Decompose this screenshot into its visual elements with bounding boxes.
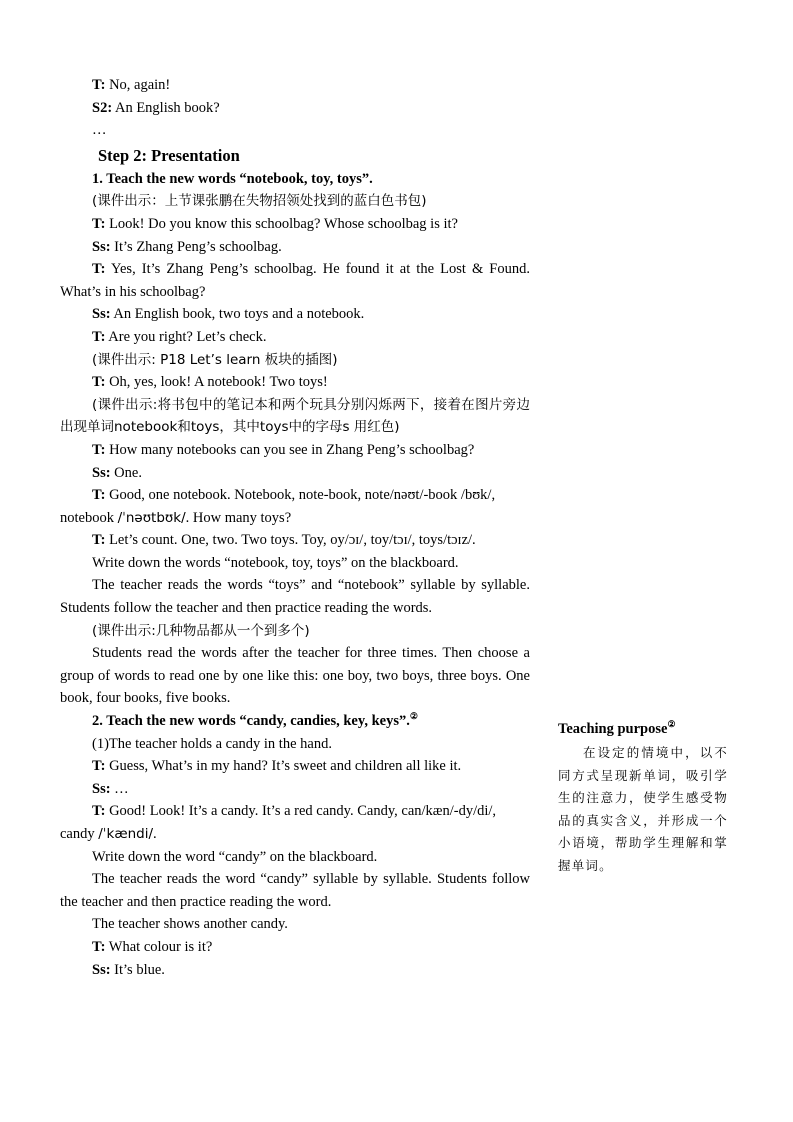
- dialogue-line: Ss: One.: [92, 464, 142, 481]
- section-heading: 2. Teach the new words “candy, candies, key, keys”.②: [92, 711, 418, 730]
- dialogue-line: T: Let’s count. One, two. Two toys. Toy, oy/ɔɪ/, toy/tɔɪ/, toys/tɔɪz/.: [92, 532, 476, 549]
- dialogue-line: T: Look! Do you know this schoolbag? Whose schoolbag is it?: [92, 215, 458, 232]
- dialogue-line: T: Yes, It’s Zhang Peng’s schoolbag. He found it at the Lost & Found. What’s in his schoolbag?: [60, 261, 530, 300]
- dialogue-line: T: No, again!: [92, 77, 171, 93]
- courseware-note: (课件出示: P18 Let’s learn 板块的插图): [92, 351, 338, 368]
- section-heading: 1. Teach the new words “notebook, toy, toys”.: [92, 170, 373, 187]
- courseware-note: (课件出示：上节课张鹏在失物招领处找到的蓝白色书包): [92, 193, 427, 210]
- dialogue-line: Ss: An English book, two toys and a notebook.: [92, 306, 365, 323]
- dialogue-line: Ss: …: [92, 780, 129, 797]
- courseware-note: (课件出示:几种物品都从一个到多个): [92, 622, 310, 639]
- lesson-plan-main: [60, 74, 530, 981]
- sidebar-title: Teaching purpose②: [558, 719, 676, 737]
- dialogue-line: Ss: It’s Zhang Peng’s schoolbag.: [92, 238, 282, 255]
- instruction-paragraph: Write down the word “candy” on the blackboard.: [92, 848, 378, 865]
- instruction-paragraph: The teacher shows another candy.: [92, 916, 288, 933]
- ellipsis: …: [92, 122, 107, 139]
- dialogue-line: T: Oh, yes, look! A notebook! Two toys!: [92, 374, 328, 391]
- dialogue-line: T: Good, one notebook. Notebook, note-book, note/nəʊt/-book /bʊk/, notebook /ˈnəʊtbʊk/. How many toys?: [60, 487, 496, 526]
- dialogue-line: Ss: It’s blue.: [92, 961, 165, 978]
- courseware-note: (课件出示:将书包中的笔记本和两个玩具分别闪烁两下，接着在图片旁边出现单词notebook和toys，其中toys中的字母s 用红色): [60, 396, 530, 436]
- dialogue-line: T: Guess, What’s in my hand? It’s sweet and children all like it.: [92, 758, 462, 775]
- instruction-paragraph: (1)The teacher holds a candy in the hand.: [92, 735, 332, 752]
- dialogue-line: T: What colour is it?: [92, 938, 213, 955]
- phonetic-transcription: /ˈnəʊtbʊk/: [117, 509, 186, 526]
- dialogue-line: T: Good! Look! It’s a candy. It’s a red candy. Candy, can/kæn/-dy/di/, candy /ˈkændi/.: [60, 803, 497, 842]
- sidebar-body: 在设定的情境中，以不同方式呈现新单词，吸引学生的注意力，使学生感受物品的真实含义，并形成一个小语境，帮助学生理解和掌握单词。: [558, 745, 728, 873]
- phonetic-transcription: /ˈkændi/: [98, 826, 154, 842]
- instruction-paragraph: The teacher reads the word “candy” syllable by syllable. Students follow the teacher and then practice reading the word.: [60, 871, 530, 910]
- teaching-purpose-sidebar: [558, 718, 728, 877]
- dialogue-line: T: Are you right? Let’s check.: [92, 328, 267, 345]
- footnote-marker: ②: [667, 719, 676, 730]
- step-heading: Step 2: Presentation: [98, 145, 240, 165]
- dialogue-line: S2: An English book?: [92, 99, 220, 116]
- instruction-paragraph: Students read the words after the teacher for three times. Then choose a group of words to read one by one like this: one boy, two boys, three boys. One book, four books, five books.: [60, 645, 530, 707]
- instruction-paragraph: The teacher reads the words “toys” and “notebook” syllable by syllable. Students follow the teacher and then practice reading the words.: [60, 577, 530, 617]
- footnote-marker: ②: [409, 711, 418, 722]
- dialogue-line: T: How many notebooks can you see in Zhang Peng’s schoolbag?: [92, 441, 475, 458]
- instruction-paragraph: Write down the words “notebook, toy, toys” on the blackboard.: [92, 554, 459, 571]
